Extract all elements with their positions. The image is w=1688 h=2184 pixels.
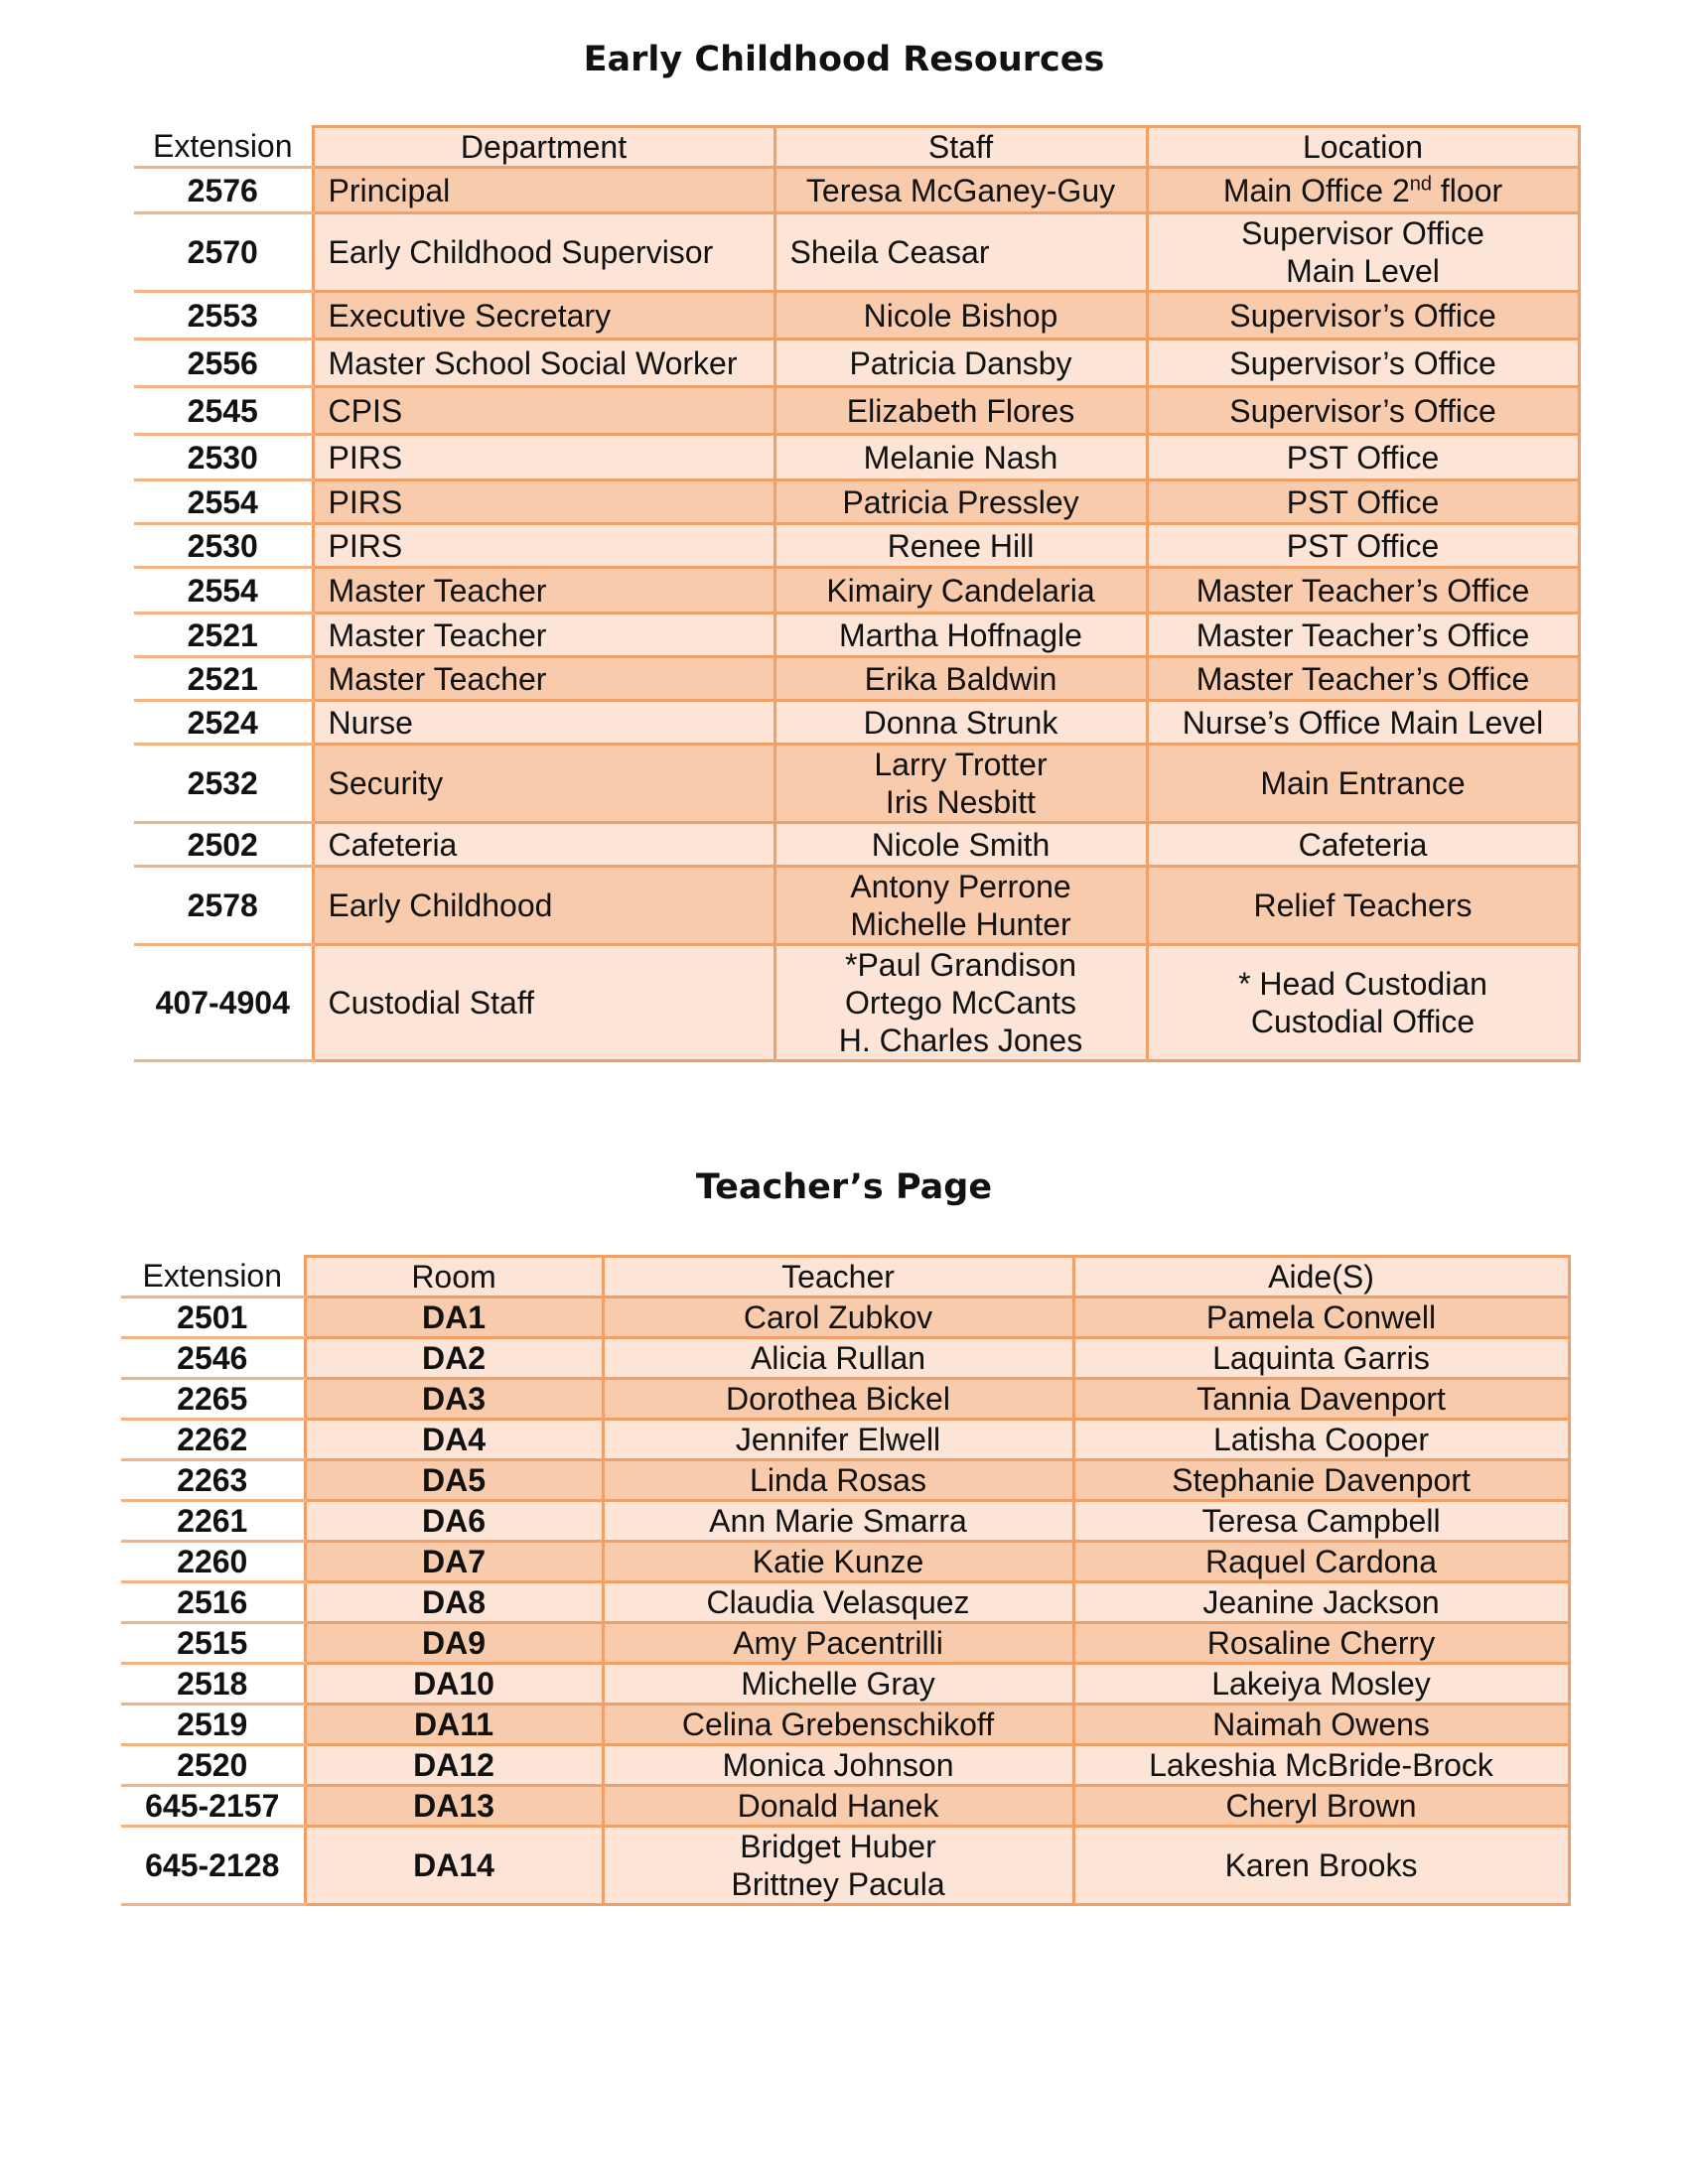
extension-cell: 2576: [134, 168, 313, 213]
room-cell: DA6: [305, 1501, 603, 1542]
teacher-cell: [603, 1542, 1073, 1582]
extension-cell: 645-2128: [121, 1827, 305, 1905]
extension-cell: 2556: [134, 340, 313, 387]
teacher-cell-line: Claudia Velasquez: [706, 1584, 970, 1620]
teacher-cell-line: Amy Pacentrilli: [733, 1625, 943, 1661]
header-extension: Extension: [121, 1257, 305, 1297]
teacher-cell-line: Donald Hanek: [737, 1788, 939, 1824]
aide-cell: Teresa Campbell: [1073, 1501, 1569, 1542]
teacher-cell-line: Monica Johnson: [722, 1747, 954, 1783]
location-cell: [1147, 524, 1579, 568]
room-cell: DA14: [305, 1827, 603, 1905]
staff-cell: [774, 387, 1147, 435]
staff-cell-line: Donna Strunk: [863, 704, 1058, 741]
extension-cell: 2524: [134, 701, 313, 745]
aide-cell: Laquinta Garris: [1073, 1338, 1569, 1379]
teachers-header-row: [121, 1257, 1569, 1297]
location-cell: [1147, 435, 1579, 480]
aide-cell: Stephanie Davenport: [1073, 1460, 1569, 1501]
teachers-title: Teacher’s Page: [695, 1167, 993, 1207]
table-row: [121, 1664, 1569, 1705]
department-cell: Master Teacher: [313, 614, 774, 657]
staff-cell: [774, 614, 1147, 657]
table-row: [134, 867, 1579, 945]
location-cell: [1147, 387, 1579, 435]
room-cell: DA10: [305, 1664, 603, 1705]
aide-cell: Jeanine Jackson: [1073, 1582, 1569, 1623]
department-cell: Nurse: [313, 701, 774, 745]
staff-cell: [774, 657, 1147, 701]
staff-cell-line: Patricia Dansby: [849, 344, 1072, 381]
extension-cell: 2261: [121, 1501, 305, 1542]
table-row: [134, 387, 1579, 435]
extension-cell: 2518: [121, 1664, 305, 1705]
teacher-cell-line: Ann Marie Smarra: [709, 1503, 967, 1539]
department-cell: Principal: [313, 168, 774, 213]
department-cell: PIRS: [313, 480, 774, 524]
aide-cell: Pamela Conwell: [1073, 1297, 1569, 1338]
location-cell-line: PST Office: [1286, 439, 1440, 476]
staff-cell: [774, 168, 1147, 213]
teacher-cell-line: Carol Zubkov: [743, 1299, 933, 1335]
location-cell: [1147, 340, 1579, 387]
department-cell: Executive Secretary: [313, 292, 774, 340]
staff-cell: [774, 213, 1147, 292]
staff-cell-line: Michelle Hunter: [850, 906, 1071, 942]
resources-table: [134, 125, 1581, 1062]
location-cell-line: PST Office: [1286, 527, 1440, 564]
room-cell: DA4: [305, 1420, 603, 1460]
extension-cell: 2260: [121, 1542, 305, 1582]
resources-header-row: [134, 127, 1579, 168]
room-cell: DA8: [305, 1582, 603, 1623]
location-cell-line: Master Teacher’s Office: [1196, 616, 1530, 653]
teacher-cell: [603, 1420, 1073, 1460]
resources-title: Early Childhood Resources: [583, 40, 1105, 79]
room-cell: DA13: [305, 1786, 603, 1827]
teacher-cell: [603, 1705, 1073, 1745]
location-cell: [1147, 168, 1579, 213]
table-row: [134, 657, 1579, 701]
aide-cell: Karen Brooks: [1073, 1827, 1569, 1905]
department-cell: Master School Social Worker: [313, 340, 774, 387]
room-cell: DA2: [305, 1338, 603, 1379]
header-room: Room: [305, 1257, 603, 1297]
location-cell-line: Main Entrance: [1260, 765, 1466, 801]
department-cell: Master Teacher: [313, 657, 774, 701]
location-cell-line: Nurse’s Office Main Level: [1182, 704, 1544, 741]
staff-cell-line: Nicole Bishop: [863, 297, 1058, 334]
teacher-cell: [603, 1460, 1073, 1501]
table-row: [134, 823, 1579, 867]
staff-cell: [774, 480, 1147, 524]
department-cell: Custodial Staff: [313, 945, 774, 1061]
table-row: [134, 213, 1579, 292]
teacher-cell: [603, 1786, 1073, 1827]
teacher-cell: [603, 1664, 1073, 1705]
aide-cell: Rosaline Cherry: [1073, 1623, 1569, 1664]
extension-cell: 2516: [121, 1582, 305, 1623]
department-cell: Early Childhood: [313, 867, 774, 945]
extension-cell: 407-4904: [134, 945, 313, 1061]
extension-cell: 2554: [134, 480, 313, 524]
extension-cell: 2570: [134, 213, 313, 292]
aide-cell: Cheryl Brown: [1073, 1786, 1569, 1827]
location-cell: [1147, 701, 1579, 745]
table-row: [121, 1542, 1569, 1582]
location-cell: [1147, 292, 1579, 340]
header-teacher: Teacher: [603, 1257, 1073, 1297]
extension-cell: 2554: [134, 568, 313, 614]
header-location: Location: [1147, 127, 1579, 168]
location-cell-line: Cafeteria: [1298, 826, 1428, 863]
teacher-cell: [603, 1745, 1073, 1786]
staff-cell-line: Antony Perrone: [850, 869, 1071, 904]
extension-cell: 2521: [134, 657, 313, 701]
aide-cell: Lakeshia McBride-Brock: [1073, 1745, 1569, 1786]
table-row: [134, 480, 1579, 524]
staff-cell-line: Patricia Pressley: [842, 483, 1079, 520]
staff-cell: [774, 435, 1147, 480]
location-cell-line: Main Level: [1286, 253, 1440, 289]
room-cell: DA9: [305, 1623, 603, 1664]
staff-cell: [774, 292, 1147, 340]
location-cell: [1147, 823, 1579, 867]
extension-cell: 2519: [121, 1705, 305, 1745]
staff-cell: [774, 524, 1147, 568]
staff-cell-line: Melanie Nash: [863, 439, 1058, 476]
room-cell: DA3: [305, 1379, 603, 1420]
extension-cell: 2545: [134, 387, 313, 435]
staff-cell-line: Larry Trotter: [874, 747, 1048, 782]
table-row: [134, 435, 1579, 480]
staff-cell-line: Renee Hill: [887, 527, 1035, 564]
location-cell-line: Supervisor Office: [1241, 215, 1484, 251]
department-cell: CPIS: [313, 387, 774, 435]
staff-cell-line: H. Charles Jones: [838, 1023, 1083, 1058]
table-row: [121, 1460, 1569, 1501]
department-cell: PIRS: [313, 435, 774, 480]
teacher-cell-line: Jennifer Elwell: [735, 1422, 941, 1457]
location-cell-line: Main Office 2nd floor: [1222, 172, 1503, 208]
extension-cell: 2521: [134, 614, 313, 657]
location-cell: [1147, 568, 1579, 614]
location-cell: [1147, 657, 1579, 701]
staff-cell-line: Erika Baldwin: [864, 660, 1057, 697]
room-cell: DA11: [305, 1705, 603, 1745]
extension-cell: 2502: [134, 823, 313, 867]
extension-cell: 2530: [134, 435, 313, 480]
teacher-cell-line: Katie Kunze: [752, 1544, 924, 1579]
teacher-cell: [603, 1297, 1073, 1338]
extension-cell: 2578: [134, 867, 313, 945]
location-cell: [1147, 614, 1579, 657]
table-row: [121, 1623, 1569, 1664]
table-row: [134, 168, 1579, 213]
extension-cell: 2263: [121, 1460, 305, 1501]
teacher-cell-line: Alicia Rullan: [750, 1340, 926, 1376]
teacher-cell: [603, 1338, 1073, 1379]
aide-cell: Lakeiya Mosley: [1073, 1664, 1569, 1705]
location-cell-line: PST Office: [1286, 483, 1440, 520]
header-staff: Staff: [774, 127, 1147, 168]
extension-cell: 2553: [134, 292, 313, 340]
staff-cell-line: Ortego McCants: [845, 985, 1076, 1021]
staff-cell-line: *Paul Grandison: [844, 947, 1077, 983]
table-row: [134, 568, 1579, 614]
room-cell: DA12: [305, 1745, 603, 1786]
table-row: [121, 1420, 1569, 1460]
table-row: [134, 614, 1579, 657]
staff-cell: [774, 823, 1147, 867]
teacher-cell: [603, 1827, 1073, 1905]
aide-cell: Tannia Davenport: [1073, 1379, 1569, 1420]
teacher-cell-line: Celina Grebenschikoff: [681, 1706, 995, 1742]
staff-cell-line: Iris Nesbitt: [885, 784, 1037, 820]
location-cell-line: Master Teacher’s Office: [1196, 572, 1530, 609]
teacher-cell: [603, 1501, 1073, 1542]
teacher-cell-line: Brittney Pacula: [731, 1866, 945, 1902]
teacher-cell: [603, 1379, 1073, 1420]
table-row: [121, 1786, 1569, 1827]
teacher-cell: [603, 1623, 1073, 1664]
location-cell-line: Custodial Office: [1250, 1004, 1476, 1039]
teacher-cell-line: Dorothea Bickel: [726, 1381, 950, 1417]
location-cell-line: Master Teacher’s Office: [1196, 660, 1530, 697]
staff-cell: [774, 568, 1147, 614]
teachers-table: [121, 1255, 1571, 1906]
staff-cell-line: Martha Hoffnagle: [839, 616, 1082, 653]
teacher-cell-line: Bridget Huber: [740, 1829, 936, 1864]
table-row: [134, 745, 1579, 823]
teacher-cell: [603, 1582, 1073, 1623]
table-row: [121, 1745, 1569, 1786]
header-extension: Extension: [134, 127, 313, 168]
room-cell: DA1: [305, 1297, 603, 1338]
table-row: [134, 701, 1579, 745]
location-cell: [1147, 480, 1579, 524]
teacher-cell-line: Michelle Gray: [741, 1666, 935, 1702]
location-cell-line: Relief Teachers: [1253, 887, 1473, 923]
location-cell: [1147, 867, 1579, 945]
extension-cell: 2501: [121, 1297, 305, 1338]
table-row: [121, 1297, 1569, 1338]
table-row: [121, 1827, 1569, 1905]
staff-cell-line: Teresa McGaney-Guy: [805, 172, 1116, 208]
location-cell-line: Supervisor’s Office: [1229, 344, 1496, 381]
room-cell: DA5: [305, 1460, 603, 1501]
extension-cell: 2520: [121, 1745, 305, 1786]
header-department: Department: [313, 127, 774, 168]
teacher-cell-line: Linda Rosas: [750, 1462, 926, 1498]
location-cell-line: Supervisor’s Office: [1229, 392, 1496, 429]
table-row: [121, 1705, 1569, 1745]
staff-cell-line: Elizabeth Flores: [846, 392, 1075, 429]
extension-cell: 2530: [134, 524, 313, 568]
staff-cell-line: Sheila Ceasar: [789, 234, 990, 270]
table-row: [121, 1379, 1569, 1420]
staff-cell: [774, 340, 1147, 387]
table-row: [121, 1582, 1569, 1623]
aide-cell: Latisha Cooper: [1073, 1420, 1569, 1460]
table-row: [134, 945, 1579, 1061]
table-row: [121, 1501, 1569, 1542]
table-row: [134, 340, 1579, 387]
staff-cell: [774, 945, 1147, 1061]
staff-cell: [774, 867, 1147, 945]
department-cell: Master Teacher: [313, 568, 774, 614]
aide-cell: Naimah Owens: [1073, 1705, 1569, 1745]
department-cell: Cafeteria: [313, 823, 774, 867]
staff-cell: [774, 701, 1147, 745]
location-cell: [1147, 213, 1579, 292]
extension-cell: 645-2157: [121, 1786, 305, 1827]
department-cell: Early Childhood Supervisor: [313, 213, 774, 292]
extension-cell: 2546: [121, 1338, 305, 1379]
table-row: [121, 1338, 1569, 1379]
location-cell: [1147, 745, 1579, 823]
extension-cell: 2262: [121, 1420, 305, 1460]
location-cell-line: * Head Custodian: [1238, 966, 1487, 1002]
staff-cell-line: Nicole Smith: [871, 826, 1051, 863]
location-cell-line: Supervisor’s Office: [1229, 297, 1496, 334]
extension-cell: 2265: [121, 1379, 305, 1420]
department-cell: Security: [313, 745, 774, 823]
extension-cell: 2515: [121, 1623, 305, 1664]
table-row: [134, 292, 1579, 340]
staff-cell-line: Kimairy Candelaria: [826, 572, 1095, 609]
aide-cell: Raquel Cardona: [1073, 1542, 1569, 1582]
staff-cell: [774, 745, 1147, 823]
room-cell: DA7: [305, 1542, 603, 1582]
location-cell: [1147, 945, 1579, 1061]
department-cell: PIRS: [313, 524, 774, 568]
extension-cell: 2532: [134, 745, 313, 823]
header-aides: Aide(S): [1073, 1257, 1569, 1297]
table-row: [134, 524, 1579, 568]
